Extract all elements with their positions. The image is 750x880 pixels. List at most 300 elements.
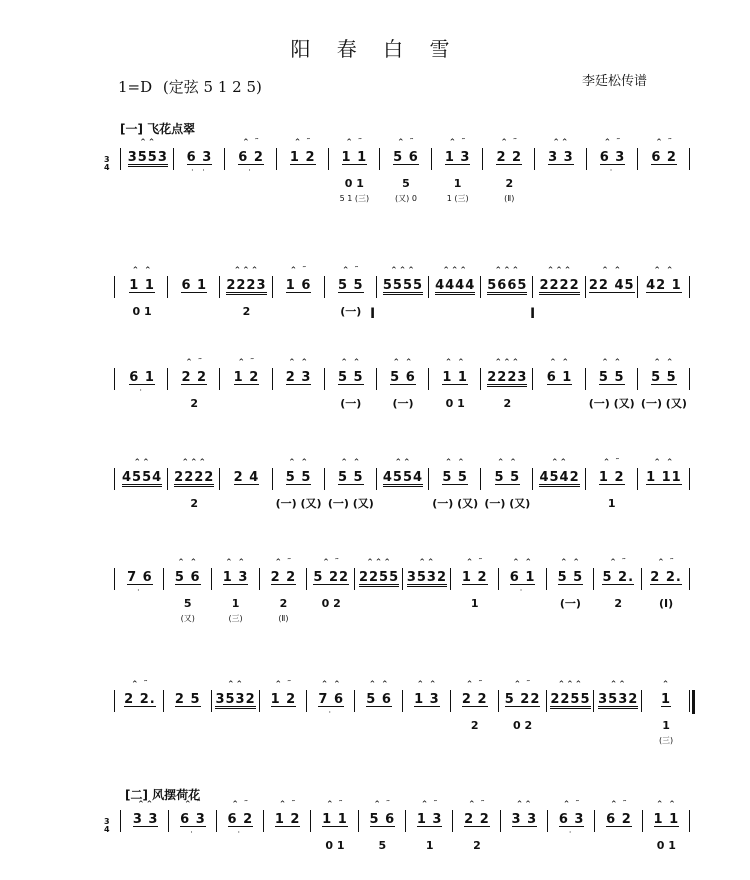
note-numbers: 1 3 <box>222 570 249 585</box>
note-group <box>586 470 638 485</box>
note-numbers: 2222 <box>174 470 215 485</box>
note-group <box>548 812 595 827</box>
measure <box>432 138 484 218</box>
measure <box>642 680 690 760</box>
note-numbers: 5 6 <box>369 812 396 827</box>
note-numbers: 2222 <box>539 278 580 293</box>
accompaniment-notes: 0 1 <box>325 839 345 852</box>
articulation-marks: ⌃⌃ <box>139 138 157 148</box>
note-group <box>595 812 642 827</box>
note-numbers: 2 2 <box>181 370 208 385</box>
articulation-marks: ⌃ ˜ <box>237 358 256 368</box>
note-numbers: 2223 <box>226 278 267 293</box>
measure <box>586 358 638 438</box>
time-signature-top: 3 <box>104 155 110 164</box>
measure <box>325 358 377 438</box>
measure <box>220 266 272 346</box>
note-group <box>217 812 264 827</box>
string-indicator: 1 (三) <box>446 194 469 203</box>
measure <box>483 138 535 218</box>
note-numbers: 1 1 <box>322 812 348 827</box>
articulation-marks: ⌃ ⌃ <box>288 358 310 368</box>
measure <box>429 458 481 538</box>
barline <box>114 690 115 712</box>
articulation-marks: ⌃ ˜ <box>341 266 360 276</box>
accompaniment-notes: (一) (又) <box>327 497 374 510</box>
accompaniment-notes: 1 <box>425 839 434 852</box>
measure <box>164 558 212 638</box>
accompaniment-notes: 2 <box>242 305 251 318</box>
articulation-marks: ⌃ ⌃ <box>653 458 675 468</box>
note-group <box>277 150 329 165</box>
measure <box>535 138 587 218</box>
note-numbers: 2 3 <box>285 370 312 385</box>
repeat-marker: I <box>530 306 536 322</box>
measure <box>220 458 272 538</box>
note-numbers: 6 1 <box>181 278 208 293</box>
measure <box>642 558 690 638</box>
note-numbers: 5 6 <box>174 570 201 585</box>
accompaniment-notes: 0 1 <box>344 177 364 190</box>
measure <box>586 458 638 538</box>
note-group <box>638 150 690 165</box>
accompaniment-notes: 2 <box>190 497 199 510</box>
articulation-marks: ⌃ ⌃ <box>444 358 466 368</box>
articulation-marks: ⌃ ˜ <box>274 558 293 568</box>
note-numbers: 6 1 <box>509 570 536 585</box>
note-group <box>499 692 547 707</box>
score-system <box>0 138 750 218</box>
articulation-marks: ⌃ ˜ <box>185 358 204 368</box>
note-group <box>212 570 260 585</box>
articulation-marks: ⌃ ˜ <box>397 138 415 148</box>
note-numbers: 5 6 <box>390 370 416 385</box>
measure <box>329 138 381 218</box>
note-group <box>533 470 585 487</box>
articulation-marks: ⌃ ˜ <box>602 458 621 468</box>
measure <box>638 358 690 438</box>
note-group <box>264 812 311 827</box>
measure <box>377 458 429 538</box>
articulation-marks: ⌃ ⌃ <box>655 800 677 810</box>
measure <box>116 458 168 538</box>
note-numbers: 2 4 <box>233 470 260 485</box>
accompaniment-notes: 1 <box>607 497 616 510</box>
articulation-marks: ⌃⌃⌃ <box>181 458 208 468</box>
note-group <box>116 370 168 385</box>
barline <box>120 148 121 170</box>
note-numbers: 5 5 <box>337 278 364 293</box>
measure <box>307 558 355 638</box>
accompaniment-notes: (一) (又) <box>275 497 322 510</box>
note-group <box>481 278 533 295</box>
measure <box>481 358 533 438</box>
string-indicator: (Ⅱ) <box>504 194 515 203</box>
measure <box>451 680 499 760</box>
note-group <box>273 470 325 485</box>
measure <box>533 266 585 346</box>
measure <box>355 558 403 638</box>
articulation-marks: ⌃⌃⌃ <box>442 266 468 276</box>
accompaniment-notes: 5 <box>378 839 387 852</box>
accompaniment-notes: 0 1 <box>445 397 465 410</box>
articulation-marks: ⌃ <box>661 680 671 690</box>
note-numbers: 1 2 <box>598 470 625 485</box>
note-numbers: 5 6 <box>393 150 419 165</box>
measure <box>212 558 260 638</box>
note-group <box>116 470 168 487</box>
note-group <box>429 470 481 485</box>
note-numbers: 1 1 <box>129 278 155 293</box>
note-numbers: 1 2 <box>289 150 316 165</box>
note-numbers: 1 2 <box>461 570 488 585</box>
measure <box>548 800 595 880</box>
articulation-marks: ⌃ ˜ <box>603 138 622 148</box>
measure <box>547 558 595 638</box>
accompaniment-notes: (一) (又) <box>588 397 635 410</box>
articulation-marks: ⌃ ˜ <box>184 800 202 810</box>
articulation-marks: ⌃ ⌃ <box>496 458 518 468</box>
note-group <box>260 570 308 585</box>
articulation-marks: ⌃ ˜ <box>448 138 467 148</box>
measure <box>273 458 325 538</box>
articulation-marks: ⌃⌃⌃ <box>557 680 584 690</box>
measure <box>311 800 358 880</box>
time-signature <box>104 818 110 834</box>
octave-dots: · <box>609 166 616 175</box>
note-group <box>355 570 403 587</box>
note-numbers: 1 2 <box>274 812 301 827</box>
measure <box>429 358 481 438</box>
note-numbers: 6 2 <box>651 150 677 165</box>
note-group <box>220 278 272 295</box>
articulation-marks: ⌃ ˜ <box>293 138 312 148</box>
note-numbers: 4542 <box>539 470 580 485</box>
note-group <box>642 692 690 707</box>
accompaniment-notes: 2 <box>190 397 199 410</box>
measure <box>499 680 547 760</box>
note-numbers: 1 2 <box>270 692 297 707</box>
note-group <box>638 278 690 293</box>
note-group <box>586 370 638 385</box>
measure <box>403 680 451 760</box>
time-signature-bottom: 4 <box>104 825 110 834</box>
accompaniment-notes: (一) <box>559 597 581 610</box>
tuning-label: (定弦 5 1 2 5) <box>162 78 262 96</box>
time-signature-top: 3 <box>104 817 110 826</box>
note-numbers: 2 5 <box>174 692 201 707</box>
barline <box>689 468 690 490</box>
note-numbers: 5 5 <box>557 570 584 585</box>
measure <box>359 800 406 880</box>
note-numbers: 3532 <box>215 692 256 707</box>
note-group <box>501 812 548 827</box>
note-group <box>429 278 481 295</box>
articulation-marks: ⌃⌃ <box>418 558 436 568</box>
score-system <box>0 558 750 638</box>
accompaniment-notes: 0 1 <box>132 305 152 318</box>
measure <box>355 680 403 760</box>
measure <box>594 558 642 638</box>
accompaniment-notes: (Ⅰ) <box>658 597 674 610</box>
note-numbers: 1 3 <box>416 812 443 827</box>
measure <box>380 138 432 218</box>
articulation-marks: ⌃ ˜ <box>231 800 250 810</box>
note-group <box>451 570 499 585</box>
barline <box>689 148 690 170</box>
note-group <box>643 812 690 827</box>
measure <box>377 358 429 438</box>
articulation-marks: ⌃ ˜ <box>130 680 149 690</box>
note-group <box>168 470 220 487</box>
articulation-marks: ⌃ ˜ <box>420 800 439 810</box>
accompaniment-notes: 2 <box>614 597 623 610</box>
note-numbers: 5 22 <box>504 692 541 707</box>
note-group <box>329 150 381 165</box>
note-group <box>594 570 642 585</box>
articulation-marks: ⌃ ⌃ <box>368 680 390 690</box>
note-numbers: 6 3 <box>599 150 626 165</box>
measure <box>643 800 690 880</box>
note-group <box>325 470 377 485</box>
note-numbers: 3532 <box>406 570 447 585</box>
note-numbers: 6 1 <box>129 370 155 385</box>
articulation-marks: ⌃ ˜ <box>274 680 293 690</box>
note-group <box>403 570 451 587</box>
note-numbers: 6 3 <box>180 812 206 827</box>
accompaniment-notes: 5 <box>402 177 410 190</box>
note-numbers: 3 3 <box>548 150 574 165</box>
note-numbers: 5 5 <box>337 470 364 485</box>
articulation-marks: ⌃⌃⌃ <box>546 266 573 276</box>
measure <box>116 680 164 760</box>
note-group <box>533 370 585 385</box>
note-numbers: 3 3 <box>511 812 538 827</box>
measure <box>273 358 325 438</box>
articulation-marks: ⌃ ˜ <box>657 558 676 568</box>
note-numbers: 6 3 <box>186 150 213 165</box>
measure <box>586 266 638 346</box>
articulation-marks: ⌃ ˜ <box>345 138 364 148</box>
score-system <box>0 458 750 538</box>
note-group <box>481 370 533 387</box>
measure <box>174 138 226 218</box>
note-numbers: 22 45 <box>588 278 635 293</box>
measure <box>116 266 168 346</box>
note-numbers: 1 11 <box>646 470 682 485</box>
note-numbers: 4444 <box>435 278 476 293</box>
measure <box>116 558 164 638</box>
accompaniment-notes: 2 <box>505 177 514 190</box>
note-numbers: 6 2 <box>606 812 632 827</box>
note-group <box>168 278 220 293</box>
octave-dots: · <box>139 386 145 395</box>
note-numbers: 2223 <box>487 370 528 385</box>
note-numbers: 5 22 <box>313 570 350 585</box>
articulation-marks: ⌃ ⌃ <box>653 358 675 368</box>
accompaniment-notes: 0 1 <box>656 839 676 852</box>
articulation-marks: ⌃ ˜ <box>610 800 628 810</box>
measure <box>453 800 500 880</box>
articulation-marks: ⌃⌃⌃ <box>233 266 260 276</box>
note-group <box>355 692 403 707</box>
measure <box>212 680 260 760</box>
note-group <box>547 692 595 709</box>
note-group <box>453 812 500 827</box>
articulation-marks: ⌃ ˜ <box>278 800 297 810</box>
measure <box>168 266 220 346</box>
measure <box>168 358 220 438</box>
note-numbers: 2255 <box>358 570 400 585</box>
barline <box>114 468 115 490</box>
accompaniment-notes: 5 <box>183 597 192 610</box>
note-numbers: 2 2. <box>650 570 682 585</box>
note-numbers: 5 5 <box>442 470 468 485</box>
measure <box>168 458 220 538</box>
note-numbers: 6 1 <box>546 370 573 385</box>
measure <box>277 138 329 218</box>
accompaniment-notes: (一) (又) <box>432 497 479 510</box>
time-signature-bottom: 4 <box>104 163 110 172</box>
articulation-marks: ⌃ ˜ <box>322 558 341 568</box>
articulation-marks: ⌃⌃ <box>227 680 245 690</box>
articulation-marks: ⌃ ⌃ <box>601 358 623 368</box>
accompaniment-notes: 1 <box>662 719 670 732</box>
measure <box>377 266 429 346</box>
octave-dots: · <box>137 586 143 595</box>
articulation-marks: ⌃⌃ <box>394 458 412 468</box>
measure <box>533 358 585 438</box>
note-group <box>307 692 355 707</box>
articulation-marks: ⌃ ⌃ <box>549 358 571 368</box>
note-group <box>273 278 325 293</box>
articulation-marks: ⌃ ˜ <box>373 800 392 810</box>
barline <box>114 368 115 390</box>
note-numbers: 4554 <box>382 470 424 485</box>
note-numbers: 5 5 <box>285 470 312 485</box>
articulation-marks: ⌃ ⌃ <box>559 558 581 568</box>
note-numbers: 1 1 <box>442 370 468 385</box>
articulation-marks: ⌃⌃⌃ <box>390 266 416 276</box>
accompaniment-notes: 0 2 <box>513 719 533 732</box>
key-label: 1=D <box>118 78 153 96</box>
note-numbers: 2 2 <box>270 570 297 585</box>
measure <box>122 138 174 218</box>
measure <box>220 358 272 438</box>
note-group <box>116 278 168 293</box>
measure <box>501 800 548 880</box>
articulation-marks: ⌃ ˜ <box>465 680 484 690</box>
accompaniment-notes: (一) <box>340 305 362 318</box>
octave-dots: · <box>519 586 526 595</box>
measure <box>264 800 311 880</box>
note-group <box>481 470 533 485</box>
articulation-marks: ⌃ ˜ <box>500 138 519 148</box>
note-numbers: 5 5 <box>337 370 364 385</box>
articulation-marks: ⌃ ⌃ <box>444 458 466 468</box>
barline <box>114 568 115 590</box>
score-system <box>0 358 750 438</box>
accompaniment-notes: 2 <box>503 397 512 410</box>
accompaniment-notes: 1 <box>470 597 479 610</box>
measure <box>587 138 639 218</box>
measure <box>594 680 642 760</box>
note-group <box>260 692 308 707</box>
articulation-marks: ⌃ ˜ <box>326 800 344 810</box>
note-group <box>533 278 585 295</box>
accompaniment-notes: (一) (又) <box>640 397 687 410</box>
note-group <box>403 692 451 707</box>
articulation-marks: ⌃⌃ <box>515 800 533 810</box>
note-group <box>359 812 406 827</box>
note-group <box>212 692 260 709</box>
articulation-marks: ⌃ ⌃ <box>340 458 362 468</box>
note-group <box>122 812 169 827</box>
measure <box>273 266 325 346</box>
articulation-marks: ⌃ ⌃ <box>225 558 247 568</box>
note-group <box>220 370 272 385</box>
note-group <box>587 150 639 165</box>
note-group <box>174 150 226 165</box>
note-numbers: 1 1 <box>653 812 680 827</box>
note-group <box>164 570 212 585</box>
note-group <box>220 470 272 485</box>
note-numbers: 2 2 <box>461 692 488 707</box>
note-numbers: 5 5 <box>494 470 521 485</box>
note-numbers: 1 1 <box>341 150 368 165</box>
note-numbers: 3553 <box>127 150 168 165</box>
note-group <box>311 812 358 827</box>
note-group <box>225 150 277 165</box>
measure <box>638 458 690 538</box>
note-group <box>169 812 216 827</box>
articulation-marks: ⌃⌃ <box>552 138 570 148</box>
note-numbers: 3 3 <box>132 812 159 827</box>
note-numbers: 5555 <box>382 278 424 293</box>
note-group <box>377 370 429 385</box>
piece-title: 阳 春 白 雪 <box>290 37 460 61</box>
articulation-marks: ⌃ ⌃ <box>512 558 534 568</box>
articulation-marks: ⌃ ˜ <box>655 138 674 148</box>
articulation-marks: ⌃⌃ <box>609 680 627 690</box>
note-group <box>638 470 690 485</box>
score-system <box>0 800 750 880</box>
measure <box>429 266 481 346</box>
note-numbers: 2 2 <box>496 150 523 165</box>
note-group <box>307 570 355 585</box>
note-group <box>547 570 595 585</box>
barline <box>120 810 121 832</box>
note-numbers: 4554 <box>121 470 163 485</box>
note-numbers: 7 6 <box>127 570 153 585</box>
accompaniment-notes: 2 <box>470 719 479 732</box>
measure <box>325 458 377 538</box>
accompaniment-notes: (一) <box>392 397 414 410</box>
measure <box>217 800 264 880</box>
octave-dots: · <box>237 828 244 837</box>
note-group <box>432 150 484 165</box>
octave-dots: · · <box>191 166 208 175</box>
articulation-marks: ⌃⌃ <box>137 800 155 810</box>
string-indicator: 5 1 (三) <box>339 194 370 203</box>
measure <box>225 138 277 218</box>
note-group <box>273 370 325 385</box>
articulation-marks: ⌃ ˜ <box>465 558 484 568</box>
final-barline <box>692 690 695 714</box>
articulation-marks: ⌃⌃ <box>550 458 569 468</box>
accompaniment-notes: (一) <box>340 397 362 410</box>
arranger-credit: 李廷松传谱 <box>582 74 648 89</box>
